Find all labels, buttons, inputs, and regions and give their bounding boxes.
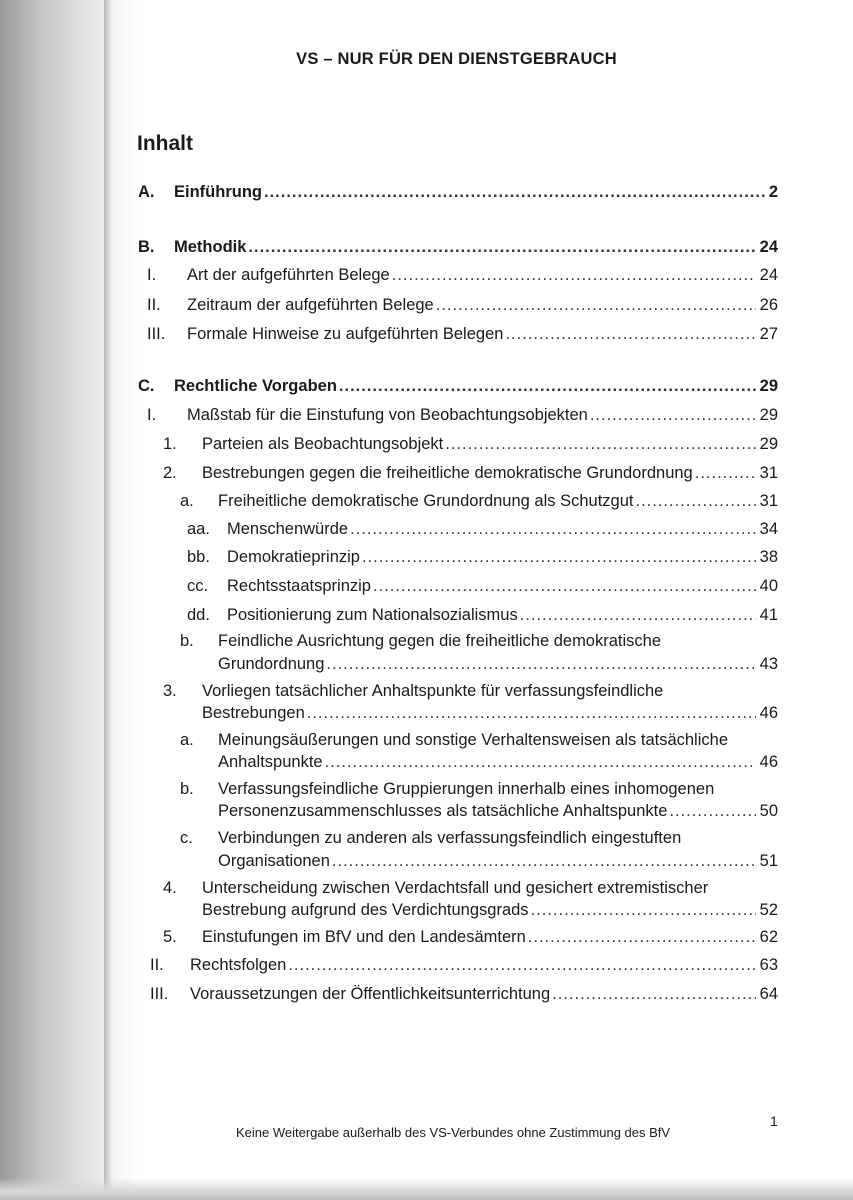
toc-text: Formale Hinweise zu aufgeführten Belegen <box>187 325 504 343</box>
leader-dots <box>332 850 756 872</box>
leader-dots <box>531 899 756 921</box>
toc-entry-b[interactable] <box>138 236 778 258</box>
toc-text: Voraussetzungen der Öffentlichkeitsunterrichtung <box>190 985 551 1003</box>
toc-number: 5. <box>163 928 177 946</box>
toc-entry-c-i-3-a[interactable] <box>218 751 778 773</box>
toc-page: 43 <box>759 655 778 673</box>
toc-text: Einführung <box>174 183 262 201</box>
toc-entry-c-i[interactable] <box>147 404 778 426</box>
toc-entry-c-i-1[interactable] <box>163 433 778 455</box>
toc-page: 62 <box>759 928 778 946</box>
toc-text-line1: Feindliche Ausrichtung gegen die freiheitliche demokratische <box>218 632 662 650</box>
leader-dots <box>669 800 755 822</box>
toc-page: 34 <box>759 520 778 538</box>
leader-dots <box>325 751 756 773</box>
leader-dots <box>339 375 756 397</box>
toc-entry-c-i-3[interactable] <box>202 702 778 724</box>
toc-number: 1. <box>163 435 177 453</box>
toc-number: C. <box>138 377 155 395</box>
toc-text: Rechtliche Vorgaben <box>174 377 337 395</box>
leader-dots <box>307 702 756 724</box>
toc-entry-c-i-3-b[interactable] <box>218 800 778 822</box>
toc-title: Inhalt <box>137 132 193 155</box>
toc-page: 64 <box>759 985 778 1003</box>
leader-dots <box>362 546 756 568</box>
toc-page: 31 <box>759 492 778 510</box>
toc-page: 46 <box>759 753 778 771</box>
toc-entry-c-i-2-a[interactable] <box>180 490 778 512</box>
toc-page: 51 <box>759 852 778 870</box>
toc-text: Grundordnung <box>218 655 325 673</box>
toc-entry-b-ii[interactable] <box>147 294 778 316</box>
toc-number: c. <box>180 829 193 847</box>
toc-page: 50 <box>759 802 778 820</box>
toc-page: 29 <box>759 406 778 424</box>
toc-text-line1: Vorliegen tatsächlicher Anhaltspunkte für verfassungsfeindliche <box>202 682 664 700</box>
toc-number: cc. <box>187 577 209 595</box>
toc-entry-c-i-2-bb[interactable] <box>187 546 778 568</box>
toc-text: Zeitraum der aufgeführten Belege <box>187 296 434 314</box>
toc-entry-c-ii[interactable] <box>150 954 778 976</box>
toc-page: 24 <box>759 266 778 284</box>
leader-dots <box>505 323 755 345</box>
toc-entry-c-i-2-cc[interactable] <box>187 575 778 597</box>
toc-text-line1: Verfassungsfeindliche Gruppierungen innerhalb eines inhomogenen <box>218 780 715 798</box>
distribution-footer: Keine Weitergabe außerhalb des VS-Verbundes ohne Zustimmung des BfV <box>236 1125 671 1140</box>
toc-page: 26 <box>759 296 778 314</box>
toc-text-line1: Unterscheidung zwischen Verdachtsfall und gesichert extremistischer <box>202 879 709 897</box>
toc-number: 4. <box>163 879 177 897</box>
toc-number: B. <box>138 238 155 256</box>
leader-dots <box>436 294 756 316</box>
toc-text: Bestrebung aufgrund des Verdichtungsgrads <box>202 901 529 919</box>
toc-text: Rechtsstaatsprinzip <box>227 577 371 595</box>
toc-page: 52 <box>759 901 778 919</box>
toc-entry-c-i-2-dd[interactable] <box>187 604 778 626</box>
toc-number: 3. <box>163 682 177 700</box>
leader-dots <box>288 954 755 976</box>
leader-dots <box>590 404 756 426</box>
leader-dots <box>635 490 755 512</box>
toc-page: 2 <box>768 183 778 201</box>
leader-dots <box>350 518 756 540</box>
toc-page: 40 <box>759 577 778 595</box>
leader-dots <box>248 236 755 258</box>
leader-dots <box>695 462 756 484</box>
leader-dots <box>528 926 756 948</box>
scan-bottom-shadow <box>0 1178 853 1200</box>
page-number: 1 <box>770 1113 778 1129</box>
toc-number: aa. <box>187 520 210 538</box>
scan-binding-shadow <box>0 0 140 1200</box>
toc-text: Positionierung zum Nationalsozialismus <box>227 606 518 624</box>
toc-page: 38 <box>759 548 778 566</box>
scan-page-edge <box>104 0 112 1200</box>
toc-number: b. <box>180 780 194 798</box>
toc-entry-a[interactable] <box>138 181 778 203</box>
toc-entry-b-iii[interactable] <box>147 323 778 345</box>
toc-number: a. <box>180 731 194 749</box>
toc-text: Parteien als Beobachtungsobjekt <box>202 435 444 453</box>
toc-number: I. <box>147 406 157 424</box>
toc-text: Methodik <box>174 238 247 256</box>
leader-dots <box>520 604 756 626</box>
toc-entry-b-i[interactable] <box>147 264 778 286</box>
toc-number: bb. <box>187 548 210 566</box>
toc-text: Einstufungen im BfV und den Landesämtern <box>202 928 526 946</box>
leader-dots <box>552 983 755 1005</box>
toc-text: Rechtsfolgen <box>190 956 287 974</box>
toc-entry-c-i-2-b[interactable] <box>218 653 778 675</box>
toc-text: Anhaltspunkte <box>218 753 323 771</box>
toc-page: 27 <box>759 325 778 343</box>
toc-number: b. <box>180 632 194 650</box>
toc-entry-c[interactable] <box>138 375 778 397</box>
toc-number: II. <box>147 296 161 314</box>
toc-page: 46 <box>759 704 778 722</box>
toc-text: Maßstab für die Einstufung von Beobachtungsobjekten <box>187 406 588 424</box>
toc-number: III. <box>147 325 166 343</box>
toc-text: Menschenwürde <box>227 520 349 538</box>
toc-number: dd. <box>187 606 210 624</box>
toc-number: A. <box>138 183 155 201</box>
toc-number: a. <box>180 492 194 510</box>
toc-page: 41 <box>759 606 778 624</box>
toc-text: Art der aufgeführten Belege <box>187 266 390 284</box>
toc-entry-c-i-2[interactable] <box>163 462 778 484</box>
toc-text: Demokratieprinzip <box>227 548 360 566</box>
leader-dots <box>392 264 756 286</box>
toc-number: 2. <box>163 464 177 482</box>
leader-dots <box>264 181 765 203</box>
toc-entry-c-i-4[interactable] <box>202 899 778 921</box>
toc-entry-c-i-2-aa[interactable] <box>187 518 778 540</box>
toc-number: II. <box>150 956 164 974</box>
toc-text: Freiheitliche demokratische Grundordnung als Schutzgut <box>218 492 634 510</box>
toc-page: 29 <box>759 377 778 395</box>
toc-text: Organisationen <box>218 852 330 870</box>
toc-text: Bestrebungen <box>202 704 305 722</box>
leader-dots <box>445 433 755 455</box>
toc-text: Personenzusammenschlusses als tatsächliche Anhaltspunkte <box>218 802 668 820</box>
classification-header: VS – NUR FÜR DEN DIENSTGEBRAUCH <box>296 50 617 68</box>
toc-entry-c-i-5[interactable] <box>163 926 778 948</box>
toc-text: Bestrebungen gegen die freiheitliche demokratische Grundordnung <box>202 464 693 482</box>
toc-number: III. <box>150 985 169 1003</box>
toc-entry-c-iii[interactable] <box>150 983 778 1005</box>
leader-dots <box>326 653 755 675</box>
toc-page: 24 <box>759 238 778 256</box>
toc-page: 63 <box>759 956 778 974</box>
leader-dots <box>373 575 756 597</box>
toc-page: 31 <box>759 464 778 482</box>
toc-page: 29 <box>759 435 778 453</box>
toc-number: I. <box>147 266 157 284</box>
toc-text-line1: Meinungsäußerungen und sonstige Verhaltensweisen als tatsächliche <box>218 731 728 749</box>
toc-text-line1: Verbindungen zu anderen als verfassungsfeindlich eingestuften <box>218 829 682 847</box>
toc-entry-c-i-3-c[interactable] <box>218 850 778 872</box>
